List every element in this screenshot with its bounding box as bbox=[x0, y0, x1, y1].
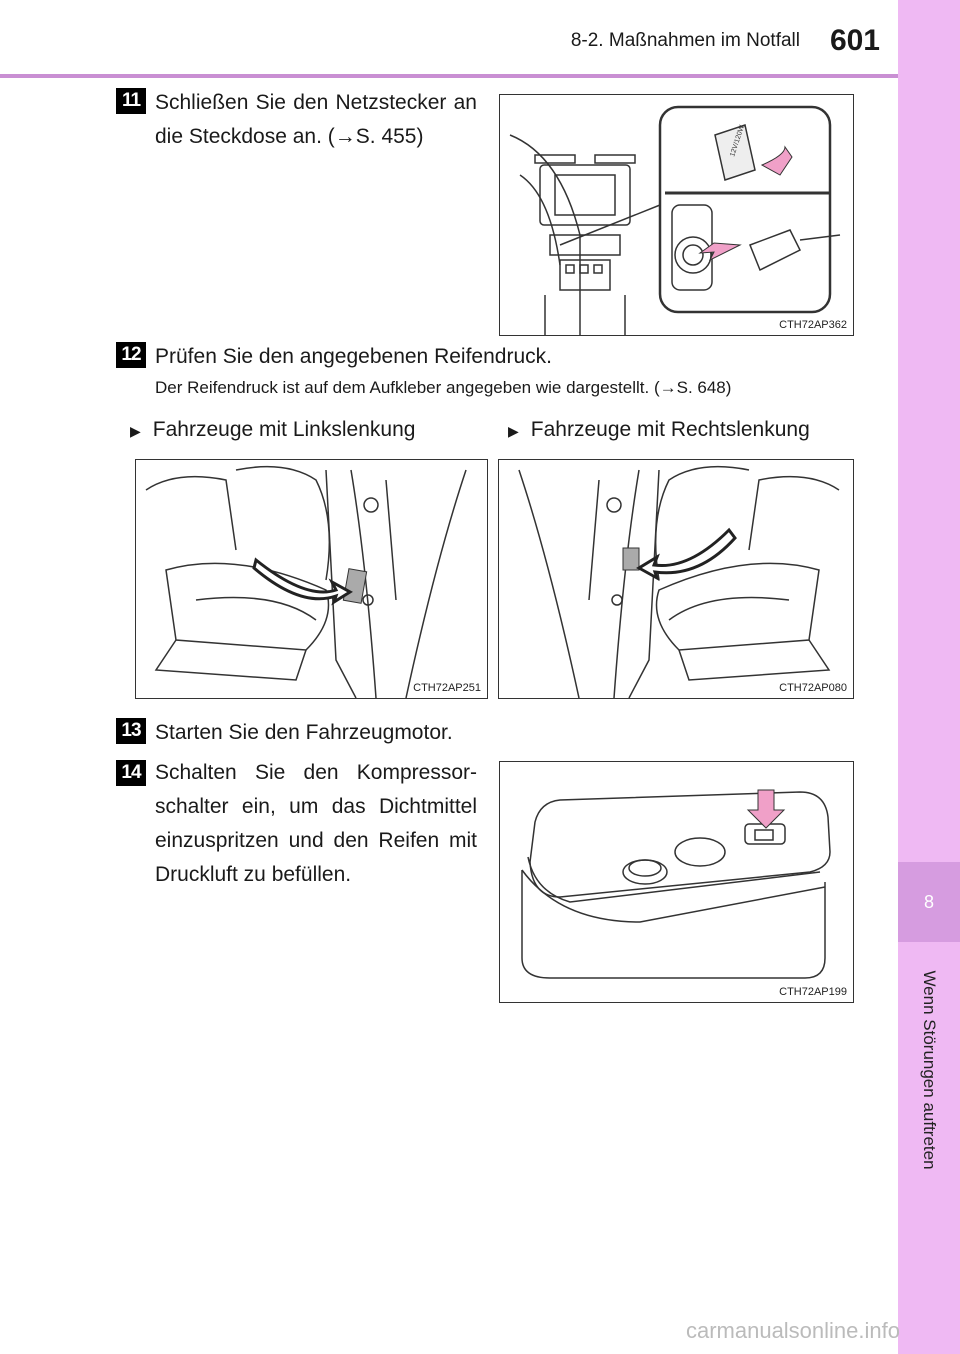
figure-code-compressor: CTH72AP199 bbox=[779, 986, 847, 998]
rhd-figure bbox=[498, 459, 854, 699]
chapter-number: 8 bbox=[923, 891, 934, 912]
step-12-note: Der Reifendruck ist auf dem Aufkleber angegeben wie dargestellt. (→S. 648) bbox=[155, 378, 732, 397]
triangle-bullet-icon: ▶ bbox=[508, 423, 519, 439]
step-11-text: Schließen Sie den Netzstecker an die Steckdose an. (→S. 455) bbox=[155, 91, 477, 148]
socket-figure bbox=[499, 94, 854, 336]
compressor-illustration bbox=[500, 762, 853, 1002]
lhd-seat-illustration bbox=[136, 460, 487, 698]
section-title: 8-2. Maßnahmen im Notfall bbox=[570, 30, 800, 51]
triangle-bullet-icon: ▶ bbox=[130, 423, 141, 439]
watermark: carmanualsonline.info bbox=[685, 1318, 900, 1343]
page-number: 601 bbox=[829, 24, 880, 57]
step-13-text: Starten Sie den Fahrzeugmotor. bbox=[155, 721, 453, 744]
step-14-text: Schalten Sie den Kompressor-schalter ein, um das Dichtmittel einzuspritzen und den Reifen mit Druckluft zu befüllen. bbox=[155, 761, 477, 886]
step-number-12: 12 bbox=[116, 342, 146, 368]
chapter-title: Wenn Störungen auftreten bbox=[920, 970, 939, 1170]
chapter-tab[interactable] bbox=[898, 862, 960, 942]
step-number-11: 11 bbox=[116, 88, 146, 114]
step-12-text: Prüfen Sie den angegebenen Reifendruck. bbox=[155, 345, 552, 368]
rhd-seat-illustration bbox=[499, 460, 853, 698]
socket-illustration bbox=[500, 95, 853, 335]
lhd-figure bbox=[135, 459, 488, 699]
header-rule bbox=[0, 74, 898, 78]
figure-code-socket: CTH72AP362 bbox=[779, 319, 847, 331]
step-number-13: 13 bbox=[116, 718, 146, 744]
step-number-14: 14 bbox=[116, 760, 146, 786]
socket-rating-label: 12V/120W bbox=[729, 124, 747, 158]
compressor-figure bbox=[499, 761, 854, 1003]
figure-code-lhd: CTH72AP251 bbox=[413, 682, 481, 694]
variant-right-heading: ▶ Fahrzeuge mit Rechtslenkung bbox=[508, 418, 810, 441]
figure-code-rhd: CTH72AP080 bbox=[779, 682, 847, 694]
variant-left-heading: ▶ Fahrzeuge mit Linkslenkung bbox=[130, 418, 416, 441]
